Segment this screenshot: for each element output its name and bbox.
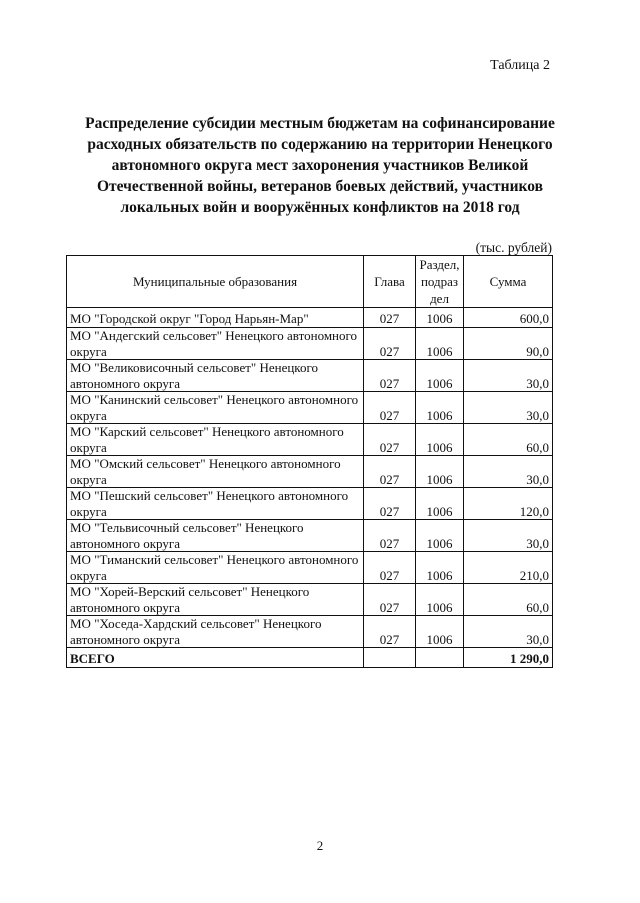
table-row (67, 616, 553, 648)
cell-glava: 027 (364, 456, 416, 488)
cell-razdel: 1006 (416, 392, 464, 424)
units-note: (тыс. рублей) (475, 240, 552, 255)
cell-glava (364, 648, 416, 668)
column-header-razdel: Раздел, подраз дел (416, 256, 464, 308)
cell-razdel: 1006 (416, 456, 464, 488)
cell-razdel: 1006 (416, 520, 464, 552)
table-row (67, 308, 553, 328)
cell-summa: 30,0 (464, 520, 553, 552)
title-line: автономного округа мест захоронения участников Великой (111, 157, 529, 174)
cell-glava: 027 (364, 616, 416, 648)
cell-municipality: МО "Омский сельсовет" Ненецкого автономного округа (67, 456, 364, 488)
cell-municipality: МО "Тельвисочный сельсовет" Ненецкого автономного округа (67, 520, 364, 552)
subsidy-table (66, 255, 553, 668)
table-row (67, 392, 553, 424)
cell-glava: 027 (364, 308, 416, 328)
cell-summa: 210,0 (464, 552, 553, 584)
table-row (67, 520, 553, 552)
table-row (67, 328, 553, 360)
cell-municipality: МО "Карский сельсовет" Ненецкого автономного округа (67, 424, 364, 456)
cell-razdel: 1006 (416, 424, 464, 456)
cell-razdel: 1006 (416, 616, 464, 648)
cell-glava: 027 (364, 424, 416, 456)
cell-summa: 60,0 (464, 424, 553, 456)
table-row (67, 360, 553, 392)
cell-municipality: МО "Пешский сельсовет" Ненецкого автономного округа (67, 488, 364, 520)
table-total-row (67, 648, 553, 668)
cell-summa: 60,0 (464, 584, 553, 616)
cell-municipality: МО "Андегский сельсовет" Ненецкого автономного округа (67, 328, 364, 360)
cell-glava: 027 (364, 328, 416, 360)
cell-municipality: МО "Тиманский сельсовет" Ненецкого автономного округа (67, 552, 364, 584)
cell-summa: 30,0 (464, 360, 553, 392)
title-line: локальных войн и вооружённых конфликтов на 2018 год (120, 199, 520, 216)
cell-razdel: 1006 (416, 308, 464, 328)
title-line: Отечественной войны, ветеранов боевых действий, участников (97, 178, 543, 195)
cell-municipality: МО "Хорей-Верский сельсовет" Ненецкого автономного округа (67, 584, 364, 616)
cell-razdel: 1006 (416, 552, 464, 584)
column-header-glava: Глава (364, 256, 416, 308)
cell-glava: 027 (364, 584, 416, 616)
cell-glava: 027 (364, 488, 416, 520)
total-summa: 1 290,0 (464, 648, 553, 668)
cell-municipality: МО "Великовисочный сельсовет" Ненецкого автономного округа (67, 360, 364, 392)
cell-summa: 30,0 (464, 616, 553, 648)
column-header-municipality: Муниципальные образования (67, 256, 364, 308)
cell-municipality: МО "Городской округ "Город Нарьян-Мар" (67, 308, 364, 328)
cell-razdel: 1006 (416, 584, 464, 616)
table-row (67, 552, 553, 584)
cell-glava: 027 (364, 392, 416, 424)
cell-razdel: 1006 (416, 328, 464, 360)
title-line: Распределение субсидии местным бюджетам на софинансирование (85, 115, 555, 132)
title-line: расходных обязательств по содержанию на территории Ненецкого (87, 136, 553, 153)
page-number: 2 (316, 838, 324, 853)
cell-razdel: 1006 (416, 488, 464, 520)
cell-summa: 30,0 (464, 456, 553, 488)
table-row (67, 584, 553, 616)
cell-glava: 027 (364, 552, 416, 584)
table-row (67, 424, 553, 456)
cell-summa: 30,0 (464, 392, 553, 424)
document-title (70, 113, 570, 218)
cell-razdel: 1006 (416, 360, 464, 392)
total-label: ВСЕГО (67, 648, 364, 668)
cell-razdel (416, 648, 464, 668)
cell-glava: 027 (364, 520, 416, 552)
cell-summa: 120,0 (464, 488, 553, 520)
column-header-summa: Сумма (464, 256, 553, 308)
cell-glava: 027 (364, 360, 416, 392)
table-row (67, 488, 553, 520)
cell-municipality: МО "Канинский сельсовет" Ненецкого автономного округа (67, 392, 364, 424)
table-header-row (67, 256, 553, 308)
cell-summa: 90,0 (464, 328, 553, 360)
table-label: Таблица 2 (490, 58, 550, 73)
cell-summa: 600,0 (464, 308, 553, 328)
cell-municipality: МО "Хоседа-Хардский сельсовет" Ненецкого автономного округа (67, 616, 364, 648)
table-row (67, 456, 553, 488)
